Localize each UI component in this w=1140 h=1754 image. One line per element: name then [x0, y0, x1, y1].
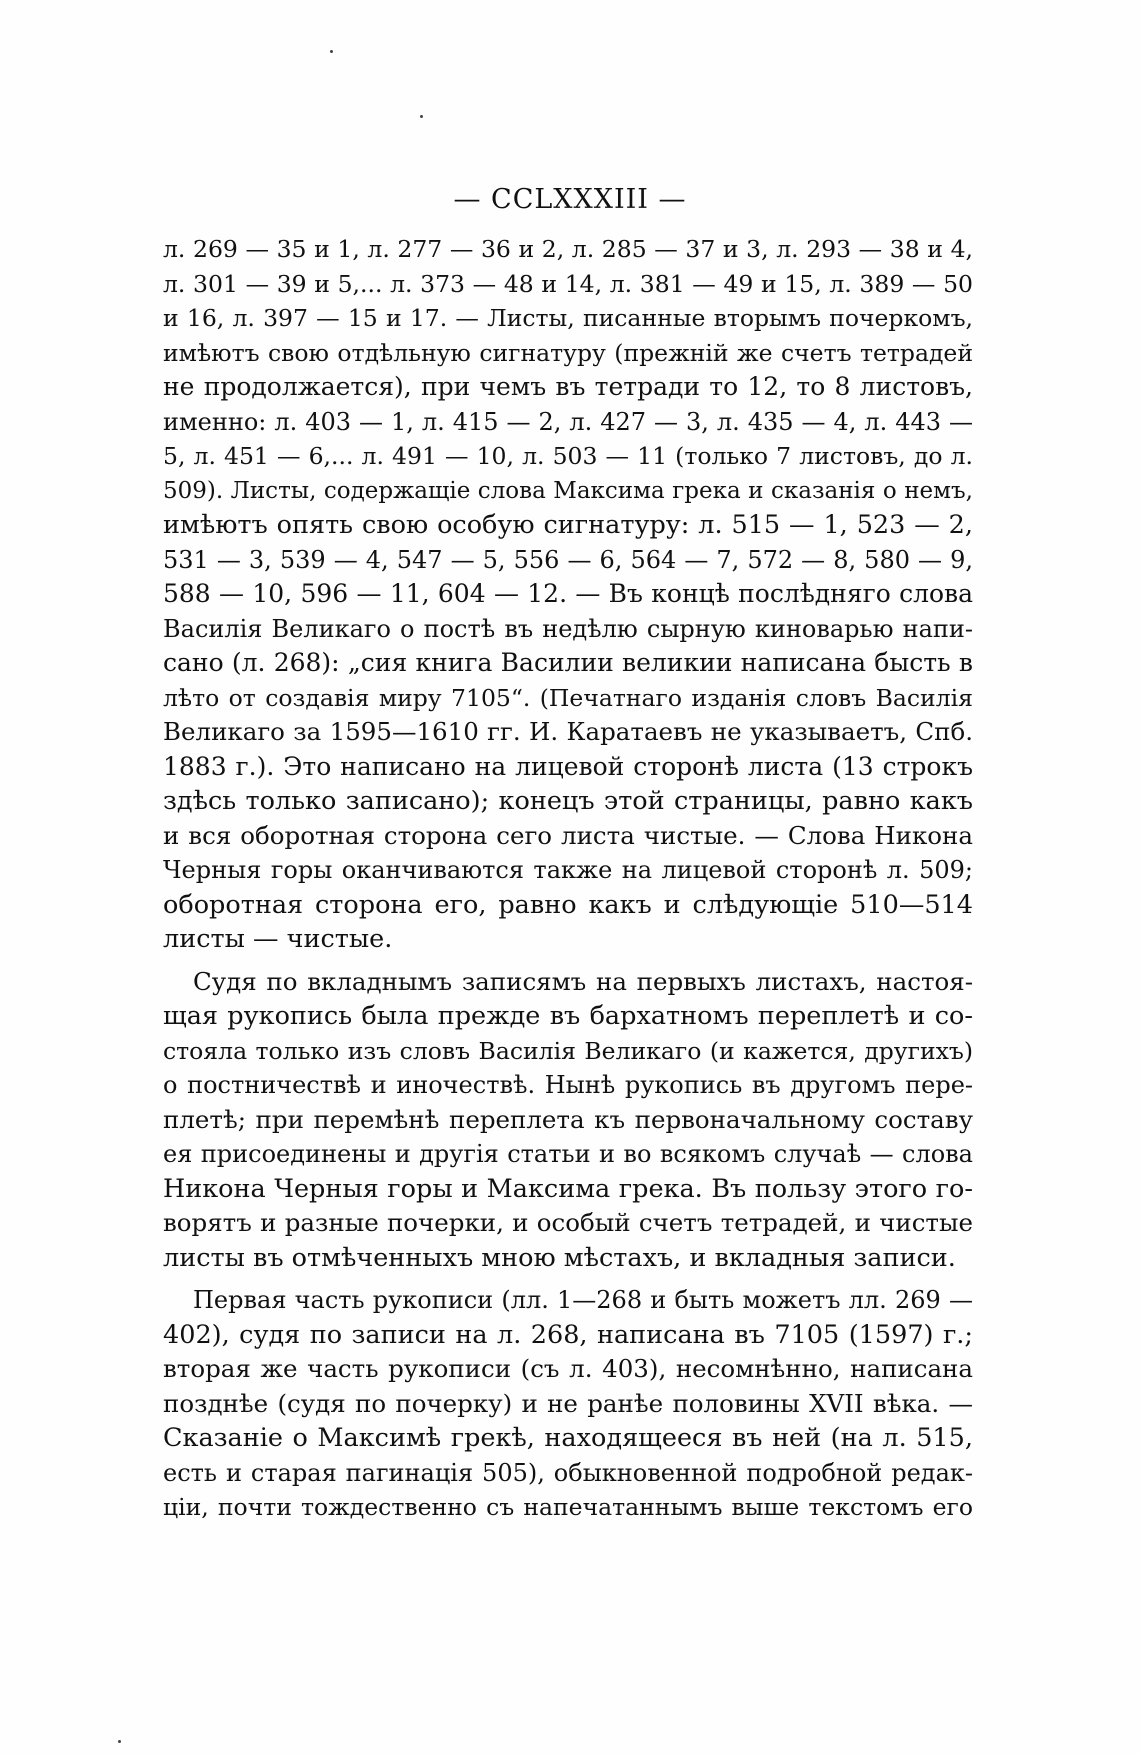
ink-speck: [118, 1740, 121, 1743]
paragraph-gap: [163, 957, 973, 965]
text-line: 5, л. 451 — 6,... л. 491 — 10, л. 503 — 11 (только 7 листовъ, до л.: [163, 442, 973, 470]
text-line: позднѣе (судя по почерку) и не ранѣе половины XVII вѣка. —: [163, 1388, 973, 1418]
paragraph-3: [163, 1283, 973, 1525]
text-line: 402), судя по записи на л. 268, написана въ 7105 (1597) г.;: [163, 1319, 973, 1350]
ink-speck: [420, 115, 423, 118]
text-line: оборотная сторона его, равно какъ и слѣдующіе 510—514: [163, 889, 973, 920]
text-line: 509). Листы, содержащіе слова Максима грека и сказанія о немъ,: [163, 477, 973, 504]
text-line: Судя по вкладнымъ записямъ на первыхъ листахъ, настоя-: [193, 966, 973, 996]
text-line: есть и старая пагинація 505), обыкновенной подробной редак-: [163, 1458, 973, 1487]
text-line: имѣютъ свою отдѣльную сигнатуру (прежній же счетъ тетрадей: [163, 338, 973, 367]
text-line: лѣто от создавія миру 7105“. (Печатнаго изданія словъ Василія: [163, 683, 973, 712]
text-line: Сказаніе о Максимѣ грекѣ, находящееся въ ней (на л. 515,: [163, 1423, 973, 1453]
text-line: вторая же часть рукописи (съ л. 403), несомнѣнно, написана: [163, 1354, 973, 1383]
paragraph-2: [163, 965, 973, 1276]
text-line: щая рукопись была прежде въ бархатномъ переплетѣ и со-: [163, 1001, 973, 1031]
text-line: ворятъ и разные почерки, и особый счетъ тетрадей, и чистые: [163, 1208, 973, 1237]
text-line: Василія Великаго о постѣ въ недѣлю сырную киноварью напи-: [163, 614, 973, 643]
text-line: не продолжается), при чемъ въ тетради то 12, то 8 листовъ,: [163, 372, 973, 401]
text-line: здѣсь только записано); конецъ этой страницы, равно какъ: [163, 786, 973, 816]
text-line: л. 301 — 39 и 5,... л. 373 — 48 и 14, л. 381 — 49 и 15, л. 389 — 50: [163, 269, 973, 298]
text-line: и вся оборотная сторона сего листа чистые. — Слова Никона: [163, 820, 973, 850]
text-line: именно: л. 403 — 1, л. 415 — 2, л. 427 — 3, л. 435 — 4, л. 443 —: [163, 407, 973, 436]
paragraph-gap: [163, 1275, 973, 1283]
text-line: листы въ отмѣченныхъ мною мѣстахъ, и вкладныя записи.: [163, 1242, 956, 1273]
text-line: имѣютъ опять свою особую сигнатуру: л. 515 — 1, 523 — 2,: [163, 510, 973, 540]
text-line: 588 — 10, 596 — 11, 604 — 12. — Въ концѣ послѣдняго слова: [163, 579, 973, 608]
text-line: плетѣ; при перемѣнѣ переплета къ первоначальному составу: [163, 1104, 973, 1134]
text-line: 531 — 3, 539 — 4, 547 — 5, 556 — 6, 564 — 7, 572 — 8, 580 — 9,: [163, 545, 973, 574]
body-text: [163, 232, 973, 1525]
paragraph-1: [163, 232, 973, 957]
text-line: л. 269 — 35 и 1, л. 277 — 36 и 2, л. 285 — 37 и 3, л. 293 — 38 и 4,: [163, 235, 973, 263]
text-line: о постничествѣ и иночествѣ. Нынѣ рукопись въ другомъ пере-: [163, 1071, 973, 1099]
text-line: 1883 г.). Это написано на лицевой сторонѣ листа (13 строкъ: [163, 751, 973, 781]
text-line: и 16, л. 397 — 15 и 17. — Листы, писанные вторымъ почеркомъ,: [163, 304, 973, 332]
text-line: листы — чистые.: [163, 924, 393, 954]
text-line: Черныя горы оканчиваются также на лицевой сторонѣ л. 509;: [163, 856, 973, 884]
page-number: — CCLXXXIII —: [453, 184, 687, 215]
text-line: ея присоединены и другія статьи и во всякомъ случаѣ — слова: [163, 1140, 973, 1168]
text-line: ціи, почти тождественно съ напечатаннымъ выше текстомъ его: [163, 1493, 973, 1521]
text-line: сано (л. 268): „сия книга Василии великии написана бысть в: [163, 648, 973, 677]
ink-speck: [330, 50, 333, 53]
text-line: Никона Черныя горы и Максима грека. Въ пользу этого го-: [163, 1173, 973, 1204]
text-line: Великаго за 1595—1610 гг. И. Каратаевъ не указываетъ, Спб.: [163, 717, 973, 746]
text-line: стояла только изъ словъ Василія Великаго (и кажется, другихъ): [163, 1036, 973, 1065]
text-line: Первая часть рукописи (лл. 1—268 и быть можетъ лл. 269 —: [193, 1286, 973, 1314]
